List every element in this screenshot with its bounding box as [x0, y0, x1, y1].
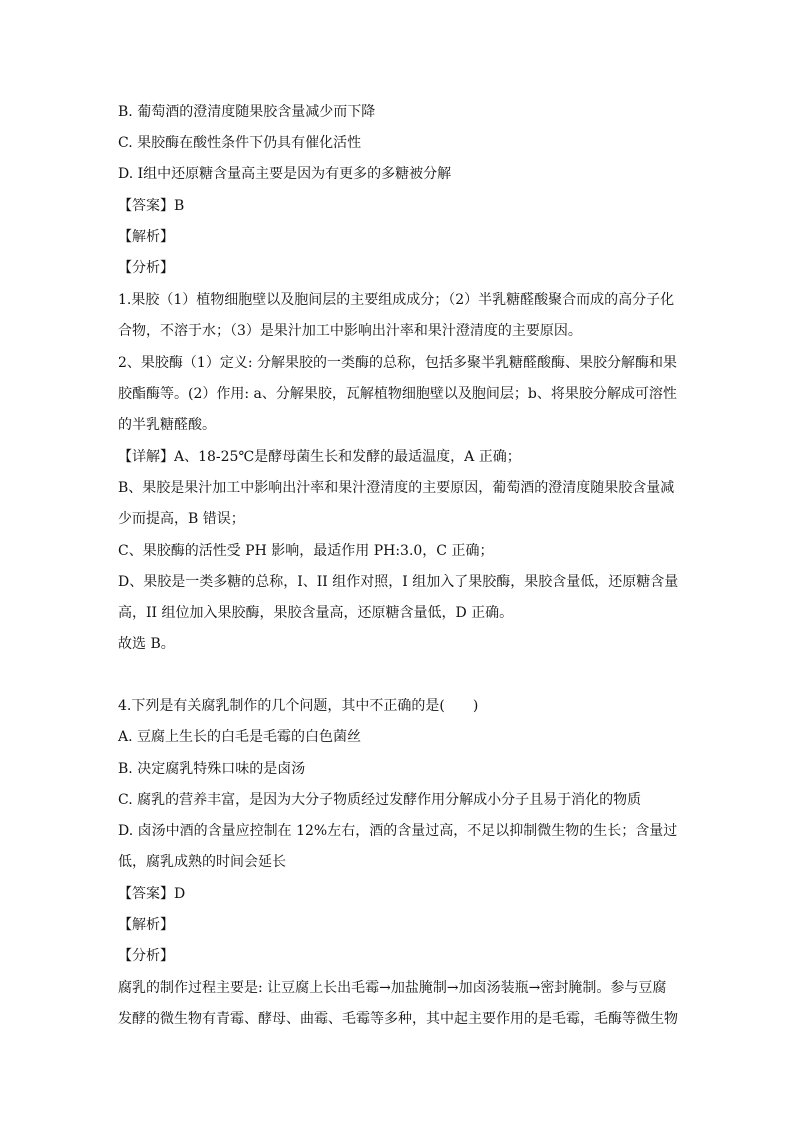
analysis-subheading: 【分析】	[118, 948, 174, 964]
analysis-text: 腐乳的制作过程主要是: 让豆腐上长出毛霉→加盐腌制→加卤汤装瓶→密封腌制。参与豆腐	[118, 980, 667, 996]
answer-label: 【答案】D	[118, 886, 186, 902]
option-c: C. 果胶酶在酸性条件下仍具有催化活性	[118, 135, 362, 151]
question-4-option-b: B. 决定腐乳特殊口味的是卤汤	[118, 761, 306, 777]
detail-text: C、果胶酶的活性受 PH 影响，最适作用 PH:3.0，C 正确；	[118, 543, 494, 559]
question-4-stem: 4.下列是有关腐乳制作的几个问题，其中不正确的是( )	[118, 698, 479, 714]
analysis-heading: 【解析】	[118, 229, 174, 245]
analysis-text: 2、果胶酶（1）定义: 分解果胶的一类酶的总称，包括多聚半乳糖醛酸酶、果胶分解酶和果	[118, 355, 677, 371]
detail-text: 少而提高，B 错误；	[118, 511, 245, 527]
option-d: D. Ⅰ组中还原糖含量高主要是因为有更多的多糖被分解	[118, 166, 452, 182]
question-4-option-d: D. 卤汤中酒的含量应控制在 12%左右，酒的含量过高，不足以抑制微生物的生长；含量过	[118, 823, 678, 839]
question-4-option-a: A. 豆腐上生长的白毛是毛霉的白色菌丝	[118, 729, 362, 745]
answer-label: 【答案】B	[118, 198, 185, 214]
analysis-text: 的半乳糖醛酸。	[118, 417, 216, 433]
conclusion-text: 故选 B。	[118, 636, 175, 652]
analysis-text: 胶酯酶等。(2）作用: a、分解果胶，瓦解植物细胞壁以及胞间层；b、将果胶分解成可溶性	[118, 386, 677, 402]
detail-text: 【详解】A、18-25℃是酵母菌生长和发酵的最适温度，A 正确；	[118, 449, 521, 465]
analysis-text: 1.果胶（1）植物细胞壁以及胞间层的主要组成成分；（2）半乳糖醛酸聚合而成的高分子化	[118, 292, 675, 308]
option-b: B. 葡萄酒的澄清度随果胶含量减少而下降	[118, 104, 376, 120]
analysis-text: 合物，不溶于水；（3）是果汁加工中影响出汁率和果汁澄清度的主要原因。	[118, 323, 582, 339]
question-4-option-d-cont: 低，腐乳成熟的时间会延长	[118, 854, 286, 870]
detail-text: D、果胶是一类多糖的总称，I、II 组作对照，I 组加入了果胶酶，果胶含量低，还原糖含量	[118, 574, 679, 590]
detail-text: 高，II 组位加入果胶酶，果胶含量高，还原糖含量低，D 正确。	[118, 605, 514, 621]
detail-text: B、果胶是果汁加工中影响出汁率和果汁澄清度的主要原因，葡萄酒的澄清度随果胶含量减	[118, 480, 675, 496]
analysis-text: 发酵的微生物有青霉、酵母、曲霉、毛霉等多种，其中起主要作用的是毛霉，毛酶等微生物	[118, 1011, 678, 1027]
analysis-heading: 【解析】	[118, 917, 174, 933]
question-4-option-c: C. 腐乳的营养丰富，是因为大分子物质经过发酵作用分解成小分子且易于消化的物质	[118, 792, 642, 808]
analysis-subheading: 【分析】	[118, 260, 174, 276]
